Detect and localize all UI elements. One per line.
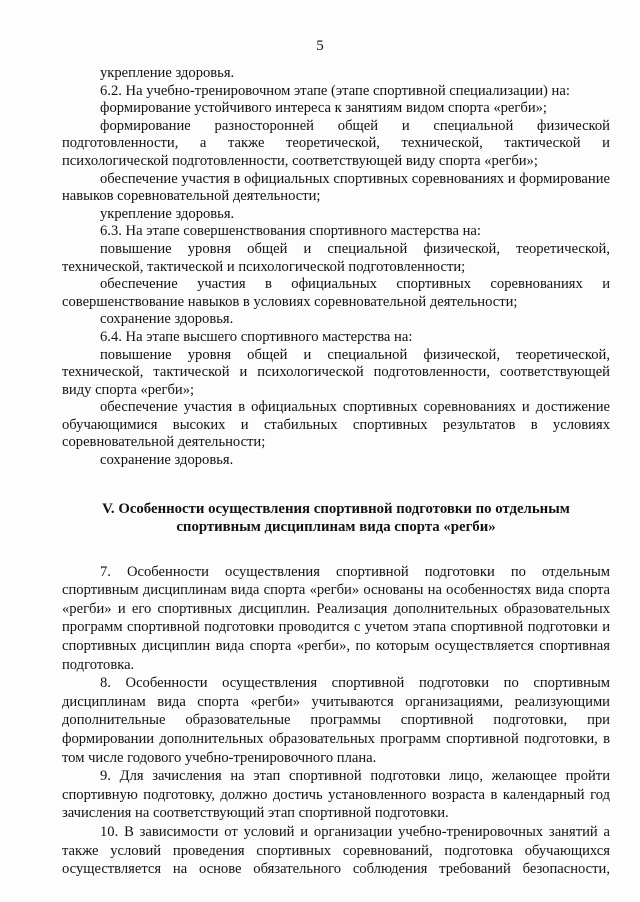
paragraph: 6.4. На этапе высшего спортивного мастерства на:: [100, 328, 413, 345]
document-body: [62, 65, 610, 879]
stage-goals-section: [62, 65, 610, 470]
paragraph: обеспечение участия в официальных спортивных соревнованиях и совершенствование навыков в условиях соревновательной деятельности;: [62, 276, 610, 310]
paragraph: 9. Для зачисления на этап спортивной подготовки лицо, желающее пройти спортивную подготовку, должно достичь установленного возраста в календарный год зачисления на соответствующий этап спортивной подготовки.: [62, 768, 610, 822]
paragraph: сохранение здоровья.: [100, 452, 234, 469]
paragraph: 7. Особенности осуществления спортивной подготовки по отдельным спортивным дисциплинам вида спорта «регби» основаны на особенностях вида спорта «регби» и его спортивных дисциплин. Реализация дополнительных образовательных программ спортивной подготовки проводится с учетом этапа спортивной подготовки и спортивных дисциплин вида спорта «регби», по которым осуществляется спортивная подготовка.: [62, 563, 610, 673]
section-heading-line: спортивным дисциплинам вида спорта «регби»: [176, 518, 496, 535]
page-number: 5: [316, 38, 324, 54]
section-heading-line: V. Особенности осуществления спортивной подготовки по отдельным: [102, 500, 570, 517]
paragraph: 10. В зависимости от условий и организации учебно-тренировочных занятий а также условий проведения спортивных соревнований, подготовка обучающихся осуществляется на основе обязательного соблюдения требований безопасности,: [62, 823, 610, 878]
paragraph: 6.3. На этапе совершенствования спортивного мастерства на:: [100, 223, 481, 240]
paragraph: обеспечение участия в официальных спортивных соревнованиях и формирование навыков соревновательной деятельности;: [62, 170, 610, 205]
paragraph: укрепление здоровья.: [100, 205, 235, 222]
paragraph: укрепление здоровья.: [100, 65, 235, 81]
paragraph: повышение уровня общей и специальной физической, теоретической, технической, тактической и психологической подготовленности, соответствующей виду спорта «регби»;: [62, 346, 610, 398]
paragraph: обеспечение участия в официальных спортивных соревнованиях и достижение обучающимися высоких и стабильных спортивных результатов в условиях соревновательной деятельности;: [62, 399, 610, 451]
paragraph: 8. Особенности осуществления спортивной подготовки по спортивным дисциплинам вида спорта «регби» учитываются организациями, реализующими дополнительные образовательные программы спортивной подготовки, при формировании дополнительных образовательных программ спортивной подготовки, в том числе годового учебно-тренировочного плана.: [62, 675, 610, 766]
section-heading: [62, 500, 610, 536]
paragraph: формирование разносторонней общей и специальной физической подготовленности, а также теоретической, технической, тактической и психологической подготовленности, соответствующей виду спорта «регби»;: [62, 117, 610, 169]
paragraph: сохранение здоровья.: [100, 311, 234, 328]
paragraph: 6.2. На учебно-тренировочном этапе (этапе спортивной специализации) на:: [100, 82, 570, 99]
paragraph: повышение уровня общей и специальной физической, теоретической, технической, тактической и психологической подготовленности;: [62, 240, 610, 275]
discipline-features-section: [62, 563, 610, 879]
paragraph: формирование устойчивого интереса к занятиям видом спорта «регби»;: [100, 100, 547, 117]
